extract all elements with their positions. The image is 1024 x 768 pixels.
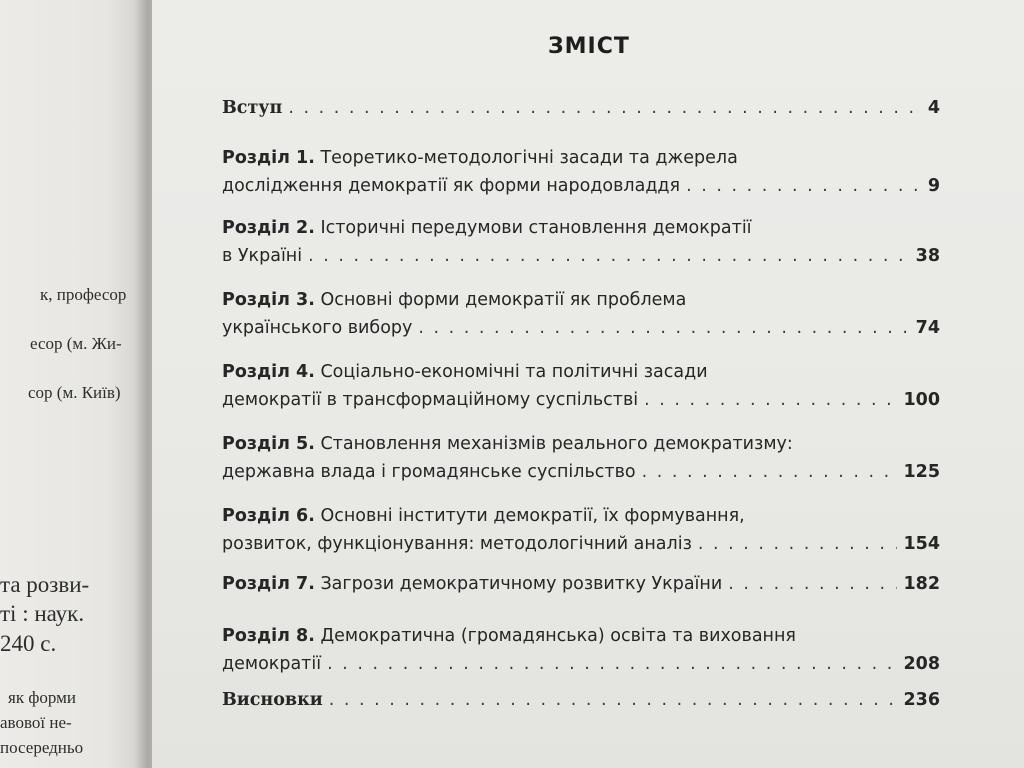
chapter-title-cont: в Україні [222,246,303,266]
dot-leader [686,172,922,200]
left-page-text: ті : наук. [0,601,85,626]
chapter-title: Теоретико-методологічні засади та джерела [314,148,738,168]
chapter-title-cont: демократії [222,654,322,674]
chapter-title: Основні інститути демократії, їх формування, [314,506,745,526]
toc-page-number: 154 [903,534,940,554]
toc-entry-label: Вступ [222,98,283,118]
dot-leader [728,570,897,598]
dot-leader [642,458,898,486]
dot-leader [288,94,922,122]
toc-entry-label: Висновки [222,690,323,710]
toc-page-number: 125 [903,462,940,482]
toc-entry-intro [222,94,940,122]
toc-page-number: 38 [915,246,940,266]
left-page-text: посередньо [0,738,84,757]
toc-entry-conclusions [222,686,940,714]
toc-page-number: 182 [903,574,940,594]
left-page-text: сор (м. Київ) [28,383,121,402]
chapter-title: Соціально-економічні та політичні засади [314,362,708,382]
chapter-title-cont: державна влада і громадянське суспільство [222,462,636,482]
dot-leader [327,650,897,678]
toc-entry-chapter-7 [222,570,940,598]
dot-leader [698,530,898,558]
dot-leader [308,242,910,270]
left-page-text: та розви- [0,572,90,597]
chapter-title: Демократична (громадянська) освіта та виховання [314,626,796,646]
toc-page-number: 100 [903,390,940,410]
left-page-text: як форми [8,688,76,707]
chapter-title: Історичні передумови становлення демократії [314,218,752,238]
left-page-text: авової не- [0,713,72,732]
chapter-title: Основні форми демократії як проблема [314,290,687,310]
toc-entry-chapter-1 [222,144,940,200]
toc-entry-chapter-3 [222,286,940,342]
chapter-title-cont: дослідження демократії як форми народовладдя [222,176,681,196]
dot-leader [644,386,897,414]
chapter-number: Розділ 8. [222,626,315,646]
toc-page-number: 74 [915,318,940,338]
chapter-number: Розділ 4. [222,362,315,382]
chapter-number: Розділ 1. [222,148,315,168]
left-page [0,0,152,768]
chapter-number: Розділ 5. [222,434,315,454]
chapter-number: Розділ 2. [222,218,315,238]
left-page-text: 240 с. [0,631,57,656]
toc-page-number: 4 [927,98,940,118]
toc-entry-chapter-5 [222,430,940,486]
chapter-title-cont: розвиток, функціонування: методологічний аналіз [222,534,692,554]
toc-entry-chapter-8 [222,622,940,678]
toc-page-number: 208 [903,654,940,674]
left-page-text: есор (м. Жи- [30,334,122,353]
chapter-number: Розділ 6. [222,506,315,526]
page-title: ЗМІСТ [548,34,630,59]
dot-leader [329,686,898,714]
chapter-title-cont: українського вибору [222,318,413,338]
dot-leader [418,314,909,342]
left-page-text: к, професор [40,285,127,304]
chapter-number: Розділ 3. [222,290,315,310]
toc-entry-chapter-4 [222,358,940,414]
toc-page-number: 236 [903,690,940,710]
chapter-title-cont: демократії в трансформаційному суспільстві [222,390,639,410]
toc-entry-chapter-6 [222,502,940,558]
chapter-number: Розділ 7. [222,574,315,594]
chapter-title: Становлення механізмів реального демократизму: [314,434,793,454]
toc-entry-chapter-2 [222,214,940,270]
chapter-title: Загрози демократичному розвитку України [314,574,723,594]
toc-page-number: 9 [927,176,940,196]
